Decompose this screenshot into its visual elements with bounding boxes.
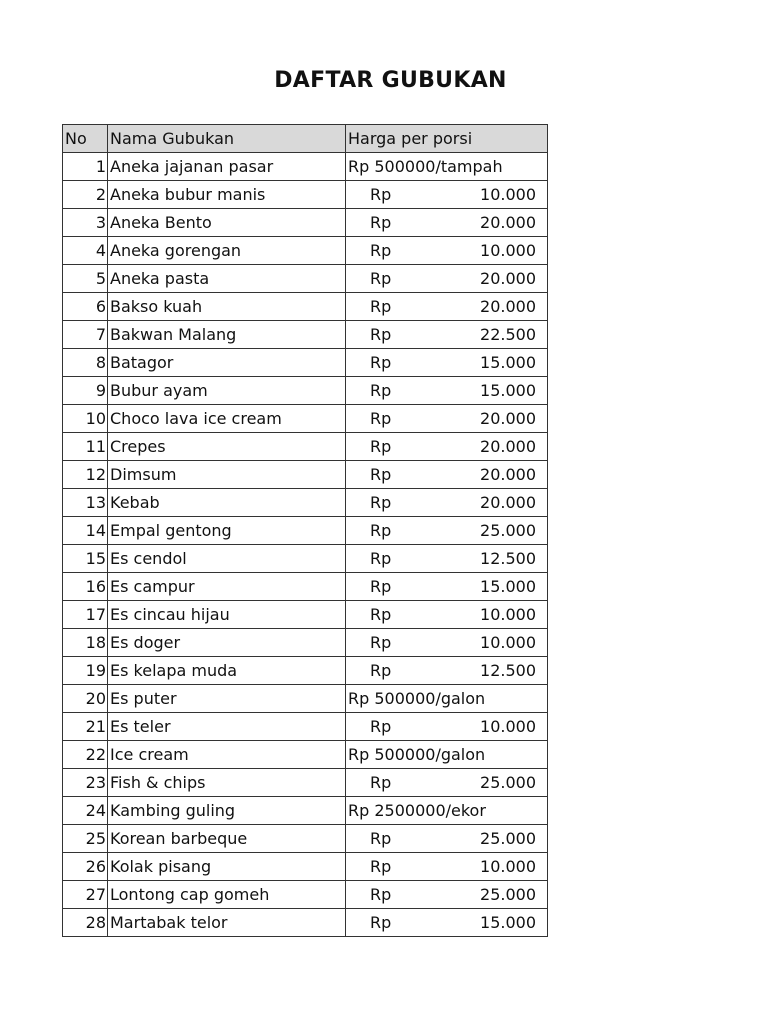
table-row bbox=[63, 629, 548, 657]
table-row bbox=[63, 489, 548, 517]
row-number: 16 bbox=[63, 573, 108, 601]
price-amount: 15.000 bbox=[480, 577, 536, 596]
price-amount: 25.000 bbox=[480, 773, 536, 792]
item-name: Kambing guling bbox=[108, 797, 346, 825]
table-row bbox=[63, 853, 548, 881]
table-row bbox=[63, 517, 548, 545]
row-number: 20 bbox=[63, 685, 108, 713]
price-currency: Rp bbox=[370, 913, 392, 932]
price-amount: 25.000 bbox=[480, 829, 536, 848]
item-name: Es campur bbox=[108, 573, 346, 601]
price-currency: Rp bbox=[370, 661, 392, 680]
item-price bbox=[346, 181, 548, 209]
price-currency: Rp bbox=[370, 521, 392, 540]
price-currency: Rp bbox=[370, 605, 392, 624]
table-row bbox=[63, 461, 548, 489]
table-row bbox=[63, 377, 548, 405]
item-price: Rp 500000/tampah bbox=[346, 153, 548, 181]
table-row bbox=[63, 769, 548, 797]
table-row bbox=[63, 293, 548, 321]
table-row bbox=[63, 321, 548, 349]
price-currency: Rp bbox=[370, 885, 392, 904]
price-currency: Rp bbox=[370, 241, 392, 260]
table-row bbox=[63, 237, 548, 265]
row-number: 9 bbox=[63, 377, 108, 405]
price-amount: 12.500 bbox=[480, 549, 536, 568]
item-price bbox=[346, 601, 548, 629]
price-currency: Rp bbox=[370, 437, 392, 456]
row-number: 17 bbox=[63, 601, 108, 629]
item-price bbox=[346, 321, 548, 349]
row-number: 11 bbox=[63, 433, 108, 461]
column-header-name: Nama Gubukan bbox=[108, 125, 346, 153]
row-number: 8 bbox=[63, 349, 108, 377]
item-name: Aneka bubur manis bbox=[108, 181, 346, 209]
price-currency: Rp bbox=[370, 493, 392, 512]
item-price bbox=[346, 377, 548, 405]
price-currency: Rp bbox=[370, 717, 392, 736]
price-currency: Rp bbox=[370, 857, 392, 876]
price-currency: Rp bbox=[370, 353, 392, 372]
item-name: Kolak pisang bbox=[108, 853, 346, 881]
row-number: 6 bbox=[63, 293, 108, 321]
price-currency: Rp bbox=[370, 465, 392, 484]
price-amount: 10.000 bbox=[480, 241, 536, 260]
item-name: Batagor bbox=[108, 349, 346, 377]
row-number: 13 bbox=[63, 489, 108, 517]
row-number: 28 bbox=[63, 909, 108, 937]
row-number: 22 bbox=[63, 741, 108, 769]
price-currency: Rp bbox=[370, 829, 392, 848]
item-price: Rp 500000/galon bbox=[346, 685, 548, 713]
table-row bbox=[63, 573, 548, 601]
table-row bbox=[63, 601, 548, 629]
price-currency: Rp bbox=[370, 213, 392, 232]
item-name: Es cendol bbox=[108, 545, 346, 573]
price-currency: Rp bbox=[370, 633, 392, 652]
item-name: Dimsum bbox=[108, 461, 346, 489]
table-row bbox=[63, 713, 548, 741]
table-row bbox=[63, 181, 548, 209]
item-name: Es kelapa muda bbox=[108, 657, 346, 685]
table-body bbox=[63, 153, 548, 937]
price-amount: 20.000 bbox=[480, 465, 536, 484]
item-name: Es cincau hijau bbox=[108, 601, 346, 629]
row-number: 24 bbox=[63, 797, 108, 825]
table-row bbox=[63, 909, 548, 937]
item-price bbox=[346, 769, 548, 797]
row-number: 3 bbox=[63, 209, 108, 237]
item-price bbox=[346, 433, 548, 461]
item-name: Crepes bbox=[108, 433, 346, 461]
price-currency: Rp bbox=[370, 297, 392, 316]
price-amount: 20.000 bbox=[480, 437, 536, 456]
price-amount: 20.000 bbox=[480, 297, 536, 316]
item-price bbox=[346, 209, 548, 237]
item-name: Martabak telor bbox=[108, 909, 346, 937]
table-row bbox=[63, 405, 548, 433]
item-name: Aneka Bento bbox=[108, 209, 346, 237]
item-price bbox=[346, 405, 548, 433]
item-name: Korean barbeque bbox=[108, 825, 346, 853]
item-name: Bakwan Malang bbox=[108, 321, 346, 349]
item-name: Es doger bbox=[108, 629, 346, 657]
price-currency: Rp bbox=[370, 773, 392, 792]
item-name: Aneka pasta bbox=[108, 265, 346, 293]
price-currency: Rp bbox=[370, 381, 392, 400]
price-amount: 10.000 bbox=[480, 605, 536, 624]
row-number: 27 bbox=[63, 881, 108, 909]
item-price bbox=[346, 853, 548, 881]
row-number: 15 bbox=[63, 545, 108, 573]
row-number: 4 bbox=[63, 237, 108, 265]
price-amount: 15.000 bbox=[480, 913, 536, 932]
item-price bbox=[346, 573, 548, 601]
table-row bbox=[63, 797, 548, 825]
price-currency: Rp bbox=[370, 269, 392, 288]
price-amount: 10.000 bbox=[480, 717, 536, 736]
item-price: Rp 2500000/ekor bbox=[346, 797, 548, 825]
price-amount: 10.000 bbox=[480, 857, 536, 876]
item-price bbox=[346, 461, 548, 489]
item-name: Es puter bbox=[108, 685, 346, 713]
item-name: Lontong cap gomeh bbox=[108, 881, 346, 909]
table-row bbox=[63, 825, 548, 853]
price-amount: 15.000 bbox=[480, 381, 536, 400]
table-row bbox=[63, 685, 548, 713]
price-currency: Rp bbox=[370, 549, 392, 568]
item-name: Kebab bbox=[108, 489, 346, 517]
item-price bbox=[346, 825, 548, 853]
item-name: Empal gentong bbox=[108, 517, 346, 545]
table-row bbox=[63, 265, 548, 293]
table-row bbox=[63, 153, 548, 181]
table-row bbox=[63, 209, 548, 237]
item-price bbox=[346, 881, 548, 909]
item-name: Aneka jajanan pasar bbox=[108, 153, 346, 181]
price-amount: 25.000 bbox=[480, 521, 536, 540]
column-header-no: No bbox=[63, 125, 108, 153]
menu-price-table bbox=[62, 124, 548, 937]
item-name: Aneka gorengan bbox=[108, 237, 346, 265]
item-price bbox=[346, 545, 548, 573]
item-price bbox=[346, 629, 548, 657]
item-name: Choco lava ice cream bbox=[108, 405, 346, 433]
price-currency: Rp bbox=[370, 185, 392, 204]
item-name: Ice cream bbox=[108, 741, 346, 769]
row-number: 5 bbox=[63, 265, 108, 293]
column-header-price: Harga per porsi bbox=[346, 125, 548, 153]
table-row bbox=[63, 545, 548, 573]
item-name: Fish & chips bbox=[108, 769, 346, 797]
row-number: 12 bbox=[63, 461, 108, 489]
price-amount: 20.000 bbox=[480, 409, 536, 428]
row-number: 21 bbox=[63, 713, 108, 741]
item-price bbox=[346, 517, 548, 545]
price-amount: 12.500 bbox=[480, 661, 536, 680]
row-number: 23 bbox=[63, 769, 108, 797]
row-number: 25 bbox=[63, 825, 108, 853]
item-name: Bubur ayam bbox=[108, 377, 346, 405]
table-row bbox=[63, 881, 548, 909]
row-number: 19 bbox=[63, 657, 108, 685]
row-number: 10 bbox=[63, 405, 108, 433]
item-price bbox=[346, 349, 548, 377]
row-number: 26 bbox=[63, 853, 108, 881]
item-price bbox=[346, 489, 548, 517]
price-currency: Rp bbox=[370, 409, 392, 428]
row-number: 1 bbox=[63, 153, 108, 181]
row-number: 2 bbox=[63, 181, 108, 209]
price-amount: 20.000 bbox=[480, 269, 536, 288]
item-price bbox=[346, 237, 548, 265]
table-row bbox=[63, 741, 548, 769]
item-price bbox=[346, 265, 548, 293]
item-price bbox=[346, 657, 548, 685]
price-amount: 15.000 bbox=[480, 353, 536, 372]
page-title: DAFTAR GUBUKAN bbox=[274, 68, 507, 93]
price-amount: 10.000 bbox=[480, 633, 536, 652]
item-name: Es teler bbox=[108, 713, 346, 741]
row-number: 18 bbox=[63, 629, 108, 657]
price-currency: Rp bbox=[370, 577, 392, 596]
row-number: 14 bbox=[63, 517, 108, 545]
price-amount: 20.000 bbox=[480, 493, 536, 512]
table-row bbox=[63, 349, 548, 377]
price-amount: 22.500 bbox=[480, 325, 536, 344]
table-row bbox=[63, 433, 548, 461]
row-number: 7 bbox=[63, 321, 108, 349]
item-name: Bakso kuah bbox=[108, 293, 346, 321]
table-header-row bbox=[63, 125, 548, 153]
price-amount: 25.000 bbox=[480, 885, 536, 904]
item-price bbox=[346, 293, 548, 321]
table-row bbox=[63, 657, 548, 685]
item-price: Rp 500000/galon bbox=[346, 741, 548, 769]
price-amount: 10.000 bbox=[480, 185, 536, 204]
price-amount: 20.000 bbox=[480, 213, 536, 232]
item-price bbox=[346, 713, 548, 741]
price-currency: Rp bbox=[370, 325, 392, 344]
item-price bbox=[346, 909, 548, 937]
